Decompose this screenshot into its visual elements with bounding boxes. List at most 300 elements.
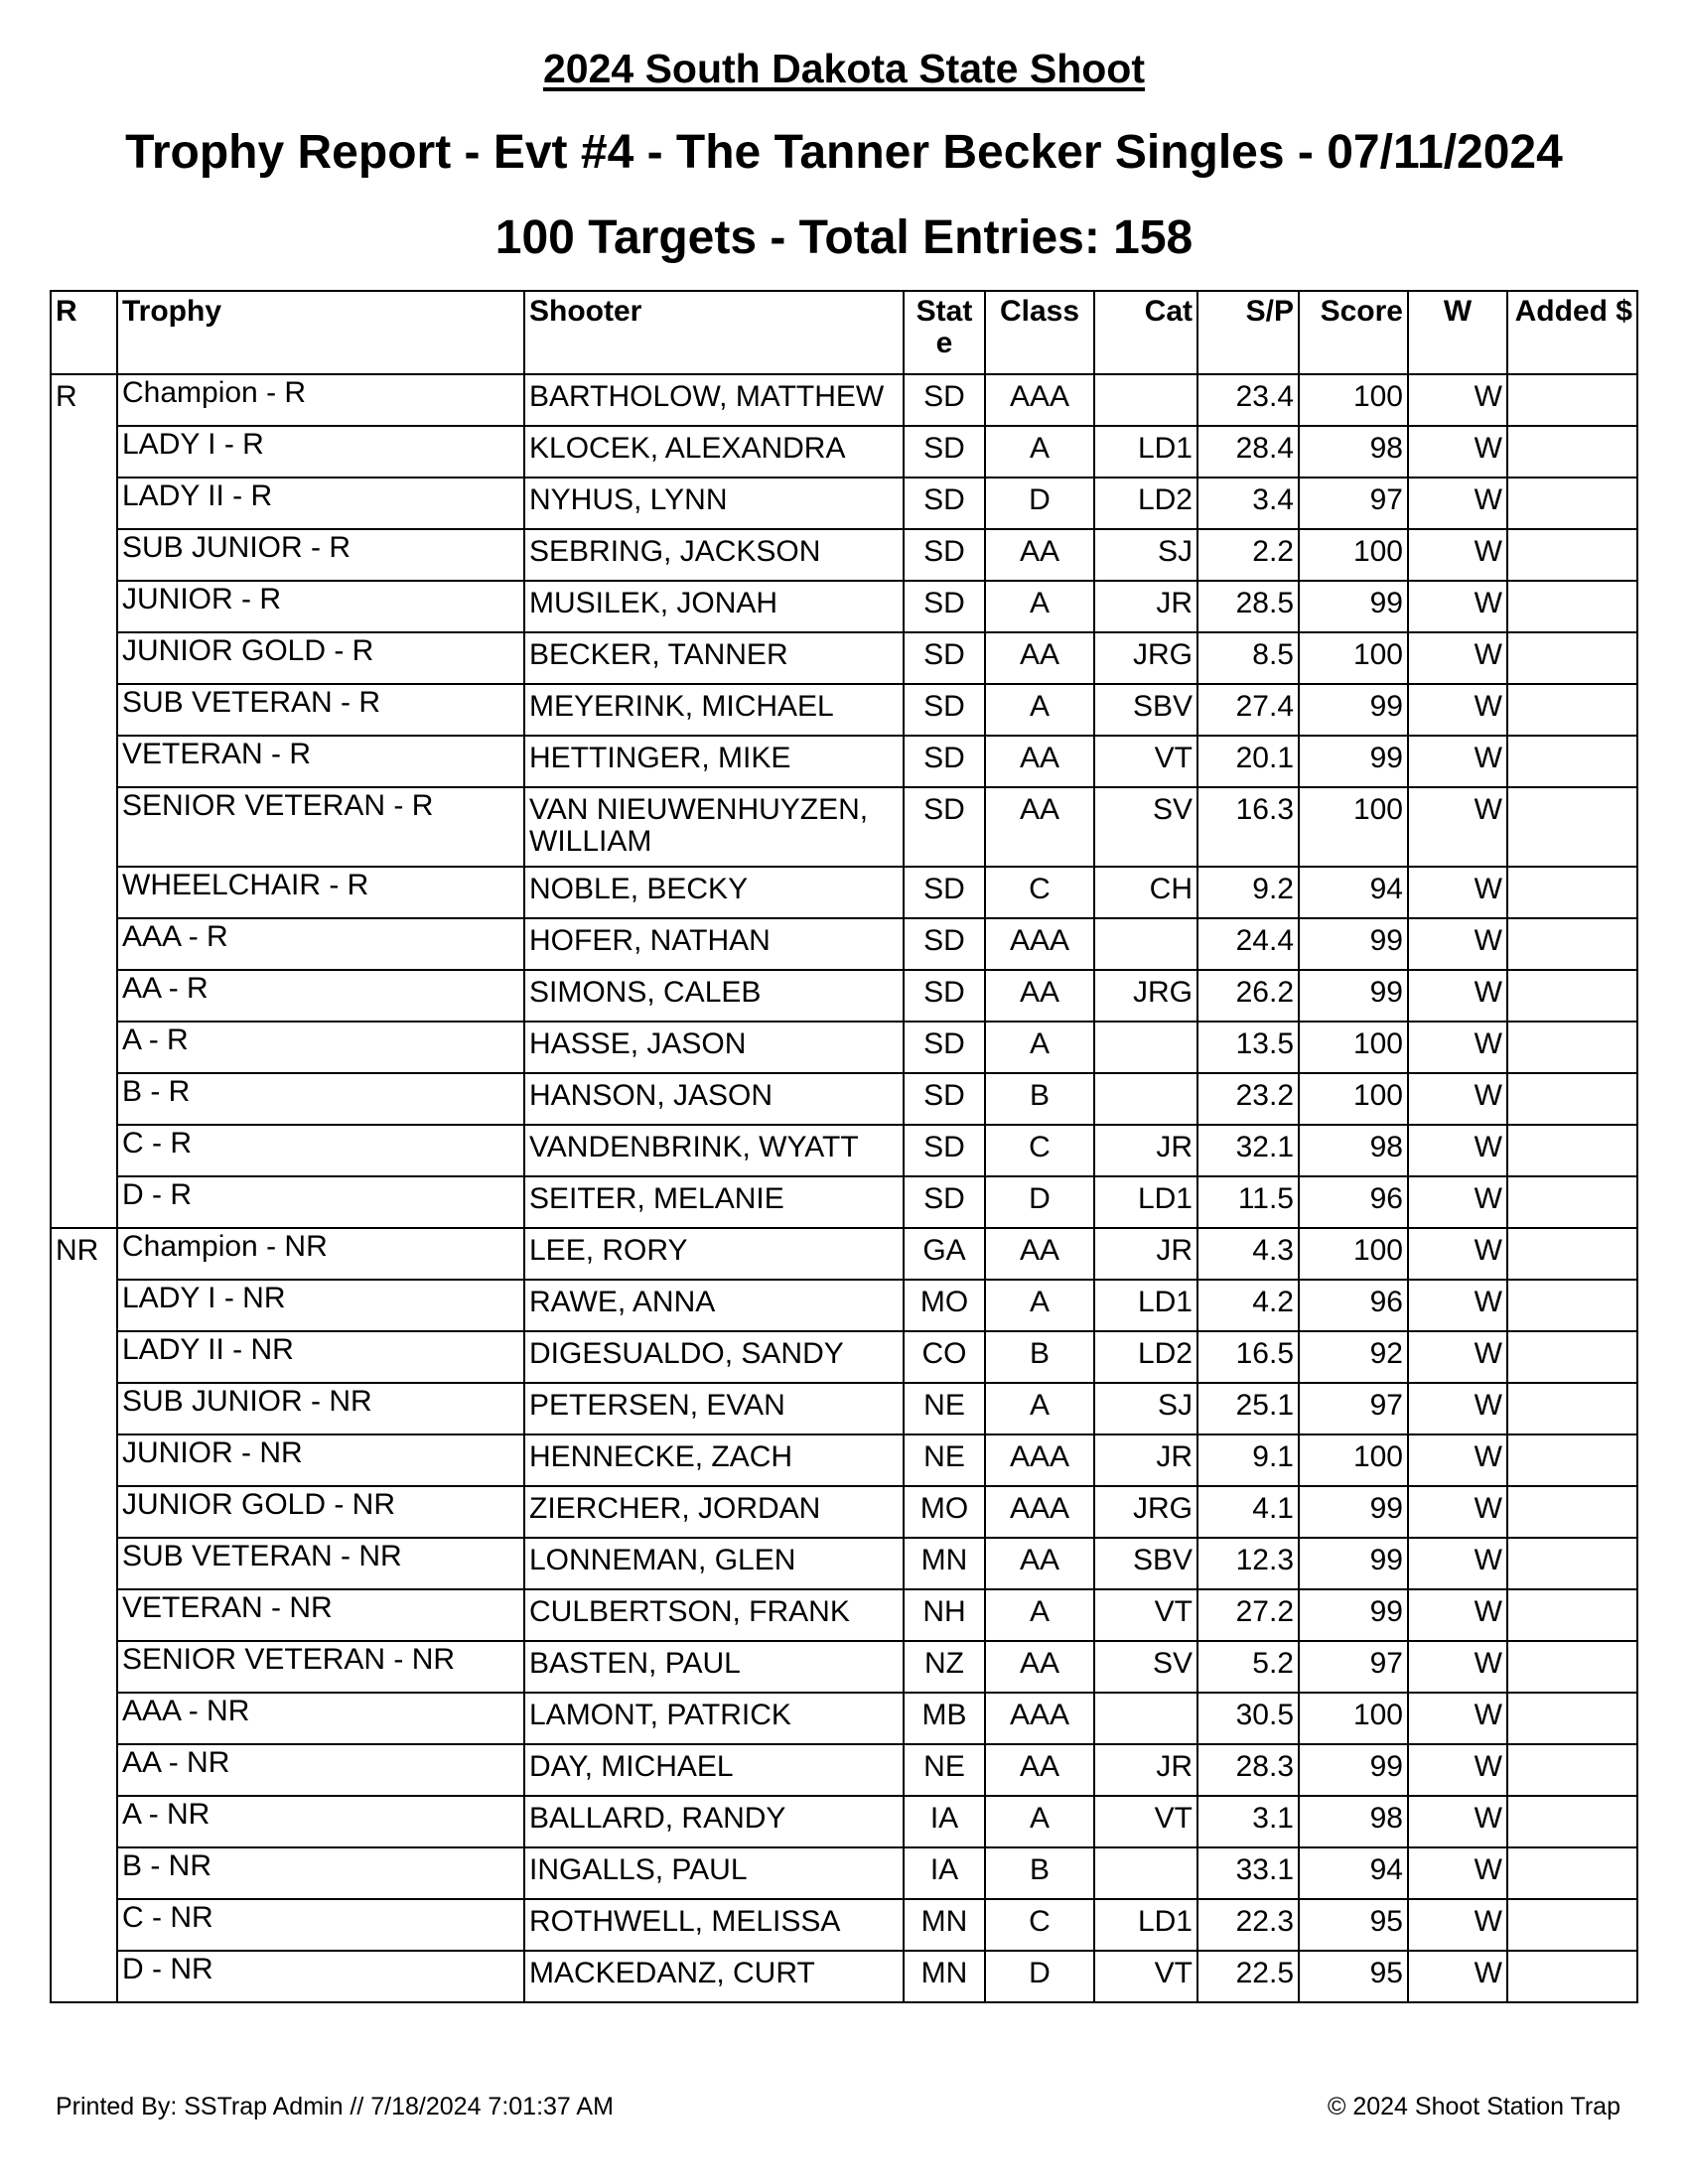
cell-w: W bbox=[1408, 1331, 1507, 1383]
cell-cat bbox=[1094, 1693, 1197, 1744]
cell-added bbox=[1507, 1538, 1637, 1589]
cell-trophy: AA - NR bbox=[117, 1744, 524, 1796]
cell-score: 92 bbox=[1299, 1331, 1408, 1383]
cell-shooter: DAY, MICHAEL bbox=[524, 1744, 904, 1796]
cell-w: W bbox=[1408, 1951, 1507, 2002]
cell-shooter: NYHUS, LYNN bbox=[524, 478, 904, 529]
cell-class: AA bbox=[985, 1228, 1094, 1280]
table-row bbox=[51, 529, 1637, 581]
cell-class: C bbox=[985, 1125, 1094, 1176]
cell-class: A bbox=[985, 1383, 1094, 1434]
cell-added bbox=[1507, 1228, 1637, 1280]
cell-sp: 24.4 bbox=[1197, 918, 1299, 970]
cell-region bbox=[51, 918, 117, 970]
cell-trophy: LADY I - R bbox=[117, 426, 524, 478]
cell-shooter: BECKER, TANNER bbox=[524, 632, 904, 684]
cell-score: 97 bbox=[1299, 1641, 1408, 1693]
cell-sp: 22.5 bbox=[1197, 1951, 1299, 2002]
cell-shooter: MACKEDANZ, CURT bbox=[524, 1951, 904, 2002]
cell-region bbox=[51, 581, 117, 632]
cell-shooter: ZIERCHER, JORDAN bbox=[524, 1486, 904, 1538]
cell-w: W bbox=[1408, 1744, 1507, 1796]
table-row bbox=[51, 1280, 1637, 1331]
cell-shooter: KLOCEK, ALEXANDRA bbox=[524, 426, 904, 478]
report-subtitle-entries: 100 Targets - Total Entries: 158 bbox=[494, 211, 1194, 264]
cell-sp: 5.2 bbox=[1197, 1641, 1299, 1693]
cell-score: 100 bbox=[1299, 1228, 1408, 1280]
cell-cat: JR bbox=[1094, 1434, 1197, 1486]
cell-score: 95 bbox=[1299, 1951, 1408, 2002]
cell-cat bbox=[1094, 1073, 1197, 1125]
cell-region bbox=[51, 1899, 117, 1951]
cell-state: SD bbox=[904, 867, 985, 918]
cell-region bbox=[51, 632, 117, 684]
table-header-row bbox=[51, 291, 1637, 374]
cell-trophy: SENIOR VETERAN - R bbox=[117, 787, 524, 867]
cell-class: B bbox=[985, 1847, 1094, 1899]
cell-added bbox=[1507, 1383, 1637, 1434]
cell-class: AAA bbox=[985, 1693, 1094, 1744]
table-row bbox=[51, 1228, 1637, 1280]
col-header-shooter: Shooter bbox=[524, 291, 904, 374]
cell-sp: 8.5 bbox=[1197, 632, 1299, 684]
cell-score: 100 bbox=[1299, 374, 1408, 426]
cell-state: SD bbox=[904, 1125, 985, 1176]
cell-class: AAA bbox=[985, 1434, 1094, 1486]
cell-state: SD bbox=[904, 374, 985, 426]
cell-cat: LD2 bbox=[1094, 1331, 1197, 1383]
table-row bbox=[51, 1022, 1637, 1073]
cell-w: W bbox=[1408, 736, 1507, 787]
cell-state: IA bbox=[904, 1847, 985, 1899]
cell-shooter: BASTEN, PAUL bbox=[524, 1641, 904, 1693]
cell-class: C bbox=[985, 1899, 1094, 1951]
cell-score: 96 bbox=[1299, 1280, 1408, 1331]
cell-state: MN bbox=[904, 1538, 985, 1589]
cell-added bbox=[1507, 1589, 1637, 1641]
cell-w: W bbox=[1408, 1847, 1507, 1899]
cell-cat: JR bbox=[1094, 581, 1197, 632]
cell-shooter: HENNECKE, ZACH bbox=[524, 1434, 904, 1486]
cell-trophy: D - NR bbox=[117, 1951, 524, 2002]
cell-region bbox=[51, 1951, 117, 2002]
cell-sp: 16.5 bbox=[1197, 1331, 1299, 1383]
cell-shooter: LEE, RORY bbox=[524, 1228, 904, 1280]
cell-shooter: HASSE, JASON bbox=[524, 1022, 904, 1073]
cell-cat: SBV bbox=[1094, 1538, 1197, 1589]
cell-score: 97 bbox=[1299, 478, 1408, 529]
cell-score: 99 bbox=[1299, 970, 1408, 1022]
cell-trophy: SENIOR VETERAN - NR bbox=[117, 1641, 524, 1693]
cell-shooter: LAMONT, PATRICK bbox=[524, 1693, 904, 1744]
table-row bbox=[51, 426, 1637, 478]
report-title: 2024 South Dakota State Shoot bbox=[542, 46, 1145, 91]
cell-shooter: SIMONS, CALEB bbox=[524, 970, 904, 1022]
cell-score: 98 bbox=[1299, 1796, 1408, 1847]
cell-sp: 23.4 bbox=[1197, 374, 1299, 426]
cell-cat: VT bbox=[1094, 1951, 1197, 2002]
cell-score: 100 bbox=[1299, 1434, 1408, 1486]
cell-sp: 28.3 bbox=[1197, 1744, 1299, 1796]
cell-score: 100 bbox=[1299, 632, 1408, 684]
cell-score: 98 bbox=[1299, 426, 1408, 478]
cell-cat: LD1 bbox=[1094, 1899, 1197, 1951]
cell-cat: LD1 bbox=[1094, 1280, 1197, 1331]
cell-sp: 16.3 bbox=[1197, 787, 1299, 867]
cell-added bbox=[1507, 1280, 1637, 1331]
cell-cat: LD1 bbox=[1094, 1176, 1197, 1228]
cell-added bbox=[1507, 1641, 1637, 1693]
cell-state: CO bbox=[904, 1331, 985, 1383]
cell-trophy: LADY II - NR bbox=[117, 1331, 524, 1383]
cell-shooter: SEITER, MELANIE bbox=[524, 1176, 904, 1228]
cell-trophy: SUB VETERAN - NR bbox=[117, 1538, 524, 1589]
cell-added bbox=[1507, 970, 1637, 1022]
cell-w: W bbox=[1408, 1280, 1507, 1331]
cell-state: IA bbox=[904, 1796, 985, 1847]
cell-cat: VT bbox=[1094, 736, 1197, 787]
cell-cat: LD2 bbox=[1094, 478, 1197, 529]
table-row bbox=[51, 970, 1637, 1022]
table-row bbox=[51, 736, 1637, 787]
cell-sp: 33.1 bbox=[1197, 1847, 1299, 1899]
cell-region bbox=[51, 1847, 117, 1899]
cell-sp: 2.2 bbox=[1197, 529, 1299, 581]
cell-state: SD bbox=[904, 918, 985, 970]
col-header-class: Class bbox=[985, 291, 1094, 374]
cell-region bbox=[51, 1073, 117, 1125]
table-row bbox=[51, 1796, 1637, 1847]
cell-shooter: PETERSEN, EVAN bbox=[524, 1383, 904, 1434]
cell-region bbox=[51, 478, 117, 529]
cell-shooter: INGALLS, PAUL bbox=[524, 1847, 904, 1899]
cell-state: SD bbox=[904, 581, 985, 632]
cell-shooter: HETTINGER, MIKE bbox=[524, 736, 904, 787]
table-row bbox=[51, 1693, 1637, 1744]
cell-state: MO bbox=[904, 1486, 985, 1538]
cell-region bbox=[51, 1796, 117, 1847]
cell-class: AA bbox=[985, 1538, 1094, 1589]
cell-w: W bbox=[1408, 529, 1507, 581]
cell-w: W bbox=[1408, 787, 1507, 867]
cell-sp: 28.5 bbox=[1197, 581, 1299, 632]
cell-sp: 4.2 bbox=[1197, 1280, 1299, 1331]
cell-state: MN bbox=[904, 1899, 985, 1951]
trophy-table bbox=[50, 290, 1638, 2003]
cell-w: W bbox=[1408, 1693, 1507, 1744]
cell-region bbox=[51, 1280, 117, 1331]
cell-shooter: VANDENBRINK, WYATT bbox=[524, 1125, 904, 1176]
cell-shooter: HOFER, NATHAN bbox=[524, 918, 904, 970]
cell-score: 99 bbox=[1299, 736, 1408, 787]
cell-class: A bbox=[985, 1796, 1094, 1847]
cell-score: 99 bbox=[1299, 918, 1408, 970]
cell-region bbox=[51, 684, 117, 736]
cell-state: MO bbox=[904, 1280, 985, 1331]
cell-added bbox=[1507, 684, 1637, 736]
cell-cat: JR bbox=[1094, 1125, 1197, 1176]
cell-w: W bbox=[1408, 1434, 1507, 1486]
table-row bbox=[51, 1641, 1637, 1693]
cell-class: B bbox=[985, 1331, 1094, 1383]
cell-added bbox=[1507, 1693, 1637, 1744]
cell-trophy: A - NR bbox=[117, 1796, 524, 1847]
cell-trophy: SUB JUNIOR - NR bbox=[117, 1383, 524, 1434]
cell-sp: 9.1 bbox=[1197, 1434, 1299, 1486]
cell-region: NR bbox=[51, 1228, 117, 1280]
cell-added bbox=[1507, 478, 1637, 529]
cell-shooter: CULBERTSON, FRANK bbox=[524, 1589, 904, 1641]
cell-region: R bbox=[51, 374, 117, 426]
cell-class: AA bbox=[985, 529, 1094, 581]
cell-state: SD bbox=[904, 736, 985, 787]
cell-trophy: JUNIOR GOLD - R bbox=[117, 632, 524, 684]
cell-added bbox=[1507, 1434, 1637, 1486]
cell-state: SD bbox=[904, 529, 985, 581]
table-row bbox=[51, 1073, 1637, 1125]
cell-region bbox=[51, 1693, 117, 1744]
cell-added bbox=[1507, 1073, 1637, 1125]
cell-sp: 12.3 bbox=[1197, 1538, 1299, 1589]
cell-region bbox=[51, 426, 117, 478]
cell-region bbox=[51, 1486, 117, 1538]
cell-sp: 3.4 bbox=[1197, 478, 1299, 529]
col-header-score: Score bbox=[1299, 291, 1408, 374]
cell-state: NE bbox=[904, 1744, 985, 1796]
table-row bbox=[51, 1589, 1637, 1641]
cell-state: MN bbox=[904, 1951, 985, 2002]
cell-state: SD bbox=[904, 632, 985, 684]
cell-sp: 22.3 bbox=[1197, 1899, 1299, 1951]
cell-state: SD bbox=[904, 1176, 985, 1228]
cell-added bbox=[1507, 426, 1637, 478]
cell-trophy: AA - R bbox=[117, 970, 524, 1022]
cell-region bbox=[51, 970, 117, 1022]
cell-added bbox=[1507, 632, 1637, 684]
table-row bbox=[51, 1331, 1637, 1383]
cell-cat: VT bbox=[1094, 1589, 1197, 1641]
col-header-trophy: Trophy bbox=[117, 291, 524, 374]
cell-state: NE bbox=[904, 1434, 985, 1486]
cell-class: AA bbox=[985, 970, 1094, 1022]
cell-sp: 25.1 bbox=[1197, 1383, 1299, 1434]
cell-w: W bbox=[1408, 1641, 1507, 1693]
cell-w: W bbox=[1408, 478, 1507, 529]
cell-score: 99 bbox=[1299, 581, 1408, 632]
printed-by: Printed By: SSTrap Admin // 7/18/2024 7:01:37 AM bbox=[56, 2093, 614, 2120]
cell-class: A bbox=[985, 1022, 1094, 1073]
cell-state: SD bbox=[904, 1022, 985, 1073]
cell-shooter: HANSON, JASON bbox=[524, 1073, 904, 1125]
cell-sp: 20.1 bbox=[1197, 736, 1299, 787]
cell-trophy: D - R bbox=[117, 1176, 524, 1228]
cell-score: 96 bbox=[1299, 1176, 1408, 1228]
cell-score: 94 bbox=[1299, 1847, 1408, 1899]
cell-score: 99 bbox=[1299, 1744, 1408, 1796]
cell-region bbox=[51, 1331, 117, 1383]
cell-shooter: ROTHWELL, MELISSA bbox=[524, 1899, 904, 1951]
cell-class: AAA bbox=[985, 1486, 1094, 1538]
col-header-r: R bbox=[51, 291, 117, 374]
cell-w: W bbox=[1408, 1538, 1507, 1589]
cell-shooter: SEBRING, JACKSON bbox=[524, 529, 904, 581]
cell-trophy: SUB VETERAN - R bbox=[117, 684, 524, 736]
cell-shooter: MUSILEK, JONAH bbox=[524, 581, 904, 632]
cell-class: D bbox=[985, 478, 1094, 529]
cell-class: AAA bbox=[985, 918, 1094, 970]
cell-class: AA bbox=[985, 1744, 1094, 1796]
cell-cat: SBV bbox=[1094, 684, 1197, 736]
table-row bbox=[51, 1744, 1637, 1796]
cell-w: W bbox=[1408, 374, 1507, 426]
report-subtitle: Trophy Report - Evt #4 - The Tanner Becker Singles - 07/11/2024 bbox=[125, 126, 1563, 179]
cell-added bbox=[1507, 1847, 1637, 1899]
cell-sp: 27.2 bbox=[1197, 1589, 1299, 1641]
cell-trophy: C - R bbox=[117, 1125, 524, 1176]
cell-added bbox=[1507, 787, 1637, 867]
table-row bbox=[51, 1176, 1637, 1228]
table-row bbox=[51, 1899, 1637, 1951]
cell-w: W bbox=[1408, 581, 1507, 632]
table-row bbox=[51, 1847, 1637, 1899]
cell-added bbox=[1507, 1331, 1637, 1383]
cell-cat: CH bbox=[1094, 867, 1197, 918]
cell-cat: JR bbox=[1094, 1744, 1197, 1796]
cell-trophy: WHEELCHAIR - R bbox=[117, 867, 524, 918]
table-row bbox=[51, 581, 1637, 632]
cell-score: 99 bbox=[1299, 1538, 1408, 1589]
cell-region bbox=[51, 736, 117, 787]
cell-score: 100 bbox=[1299, 1073, 1408, 1125]
cell-w: W bbox=[1408, 1899, 1507, 1951]
col-header-state: Stat e bbox=[904, 291, 985, 374]
col-header-w: W bbox=[1408, 291, 1507, 374]
cell-score: 97 bbox=[1299, 1383, 1408, 1434]
cell-shooter: MEYERINK, MICHAEL bbox=[524, 684, 904, 736]
cell-w: W bbox=[1408, 1125, 1507, 1176]
table-row bbox=[51, 632, 1637, 684]
cell-shooter: NOBLE, BECKY bbox=[524, 867, 904, 918]
col-header-sp: S/P bbox=[1197, 291, 1299, 374]
cell-trophy: AAA - NR bbox=[117, 1693, 524, 1744]
table-row bbox=[51, 867, 1637, 918]
cell-added bbox=[1507, 1951, 1637, 2002]
cell-score: 100 bbox=[1299, 787, 1408, 867]
cell-class: AA bbox=[985, 1641, 1094, 1693]
cell-cat: SV bbox=[1094, 1641, 1197, 1693]
cell-w: W bbox=[1408, 970, 1507, 1022]
cell-shooter: BALLARD, RANDY bbox=[524, 1796, 904, 1847]
table-row bbox=[51, 1125, 1637, 1176]
cell-trophy: B - NR bbox=[117, 1847, 524, 1899]
cell-score: 100 bbox=[1299, 1022, 1408, 1073]
cell-w: W bbox=[1408, 1022, 1507, 1073]
cell-w: W bbox=[1408, 867, 1507, 918]
cell-trophy: VETERAN - NR bbox=[117, 1589, 524, 1641]
cell-trophy: Champion - NR bbox=[117, 1228, 524, 1280]
cell-region bbox=[51, 1383, 117, 1434]
cell-region bbox=[51, 1641, 117, 1693]
table-row bbox=[51, 684, 1637, 736]
col-header-added: Added $ bbox=[1507, 291, 1637, 374]
cell-region bbox=[51, 1538, 117, 1589]
cell-trophy: Champion - R bbox=[117, 374, 524, 426]
cell-shooter: RAWE, ANNA bbox=[524, 1280, 904, 1331]
cell-w: W bbox=[1408, 1486, 1507, 1538]
table-row bbox=[51, 1383, 1637, 1434]
cell-cat: SV bbox=[1094, 787, 1197, 867]
cell-sp: 27.4 bbox=[1197, 684, 1299, 736]
cell-w: W bbox=[1408, 1176, 1507, 1228]
cell-region bbox=[51, 1434, 117, 1486]
cell-w: W bbox=[1408, 1228, 1507, 1280]
cell-cat bbox=[1094, 374, 1197, 426]
table-row bbox=[51, 918, 1637, 970]
cell-class: D bbox=[985, 1176, 1094, 1228]
cell-cat: JR bbox=[1094, 1228, 1197, 1280]
cell-class: A bbox=[985, 426, 1094, 478]
cell-added bbox=[1507, 1176, 1637, 1228]
cell-region bbox=[51, 1125, 117, 1176]
cell-state: SD bbox=[904, 684, 985, 736]
cell-region bbox=[51, 1589, 117, 1641]
cell-class: AA bbox=[985, 787, 1094, 867]
cell-trophy: B - R bbox=[117, 1073, 524, 1125]
cell-cat: JRG bbox=[1094, 1486, 1197, 1538]
cell-state: MB bbox=[904, 1693, 985, 1744]
cell-w: W bbox=[1408, 632, 1507, 684]
table-row bbox=[51, 1951, 1637, 2002]
cell-class: A bbox=[985, 684, 1094, 736]
cell-trophy: LADY I - NR bbox=[117, 1280, 524, 1331]
cell-cat: SJ bbox=[1094, 529, 1197, 581]
cell-cat bbox=[1094, 1022, 1197, 1073]
table-row bbox=[51, 1538, 1637, 1589]
table-row bbox=[51, 1486, 1637, 1538]
cell-added bbox=[1507, 581, 1637, 632]
cell-cat bbox=[1094, 1847, 1197, 1899]
cell-score: 98 bbox=[1299, 1125, 1408, 1176]
cell-region bbox=[51, 1022, 117, 1073]
cell-score: 99 bbox=[1299, 1486, 1408, 1538]
cell-cat: SJ bbox=[1094, 1383, 1197, 1434]
cell-added bbox=[1507, 1486, 1637, 1538]
cell-score: 94 bbox=[1299, 867, 1408, 918]
table-row bbox=[51, 374, 1637, 426]
cell-added bbox=[1507, 736, 1637, 787]
cell-score: 100 bbox=[1299, 529, 1408, 581]
cell-state: NH bbox=[904, 1589, 985, 1641]
cell-state: SD bbox=[904, 787, 985, 867]
cell-added bbox=[1507, 1744, 1637, 1796]
cell-w: W bbox=[1408, 426, 1507, 478]
cell-added bbox=[1507, 529, 1637, 581]
table-row bbox=[51, 1434, 1637, 1486]
cell-added bbox=[1507, 1022, 1637, 1073]
cell-state: GA bbox=[904, 1228, 985, 1280]
cell-cat: LD1 bbox=[1094, 426, 1197, 478]
cell-sp: 4.1 bbox=[1197, 1486, 1299, 1538]
cell-trophy: SUB JUNIOR - R bbox=[117, 529, 524, 581]
cell-added bbox=[1507, 918, 1637, 970]
cell-class: A bbox=[985, 1589, 1094, 1641]
cell-sp: 23.2 bbox=[1197, 1073, 1299, 1125]
cell-added bbox=[1507, 867, 1637, 918]
cell-state: SD bbox=[904, 478, 985, 529]
cell-score: 99 bbox=[1299, 684, 1408, 736]
table-row bbox=[51, 478, 1637, 529]
cell-sp: 4.3 bbox=[1197, 1228, 1299, 1280]
